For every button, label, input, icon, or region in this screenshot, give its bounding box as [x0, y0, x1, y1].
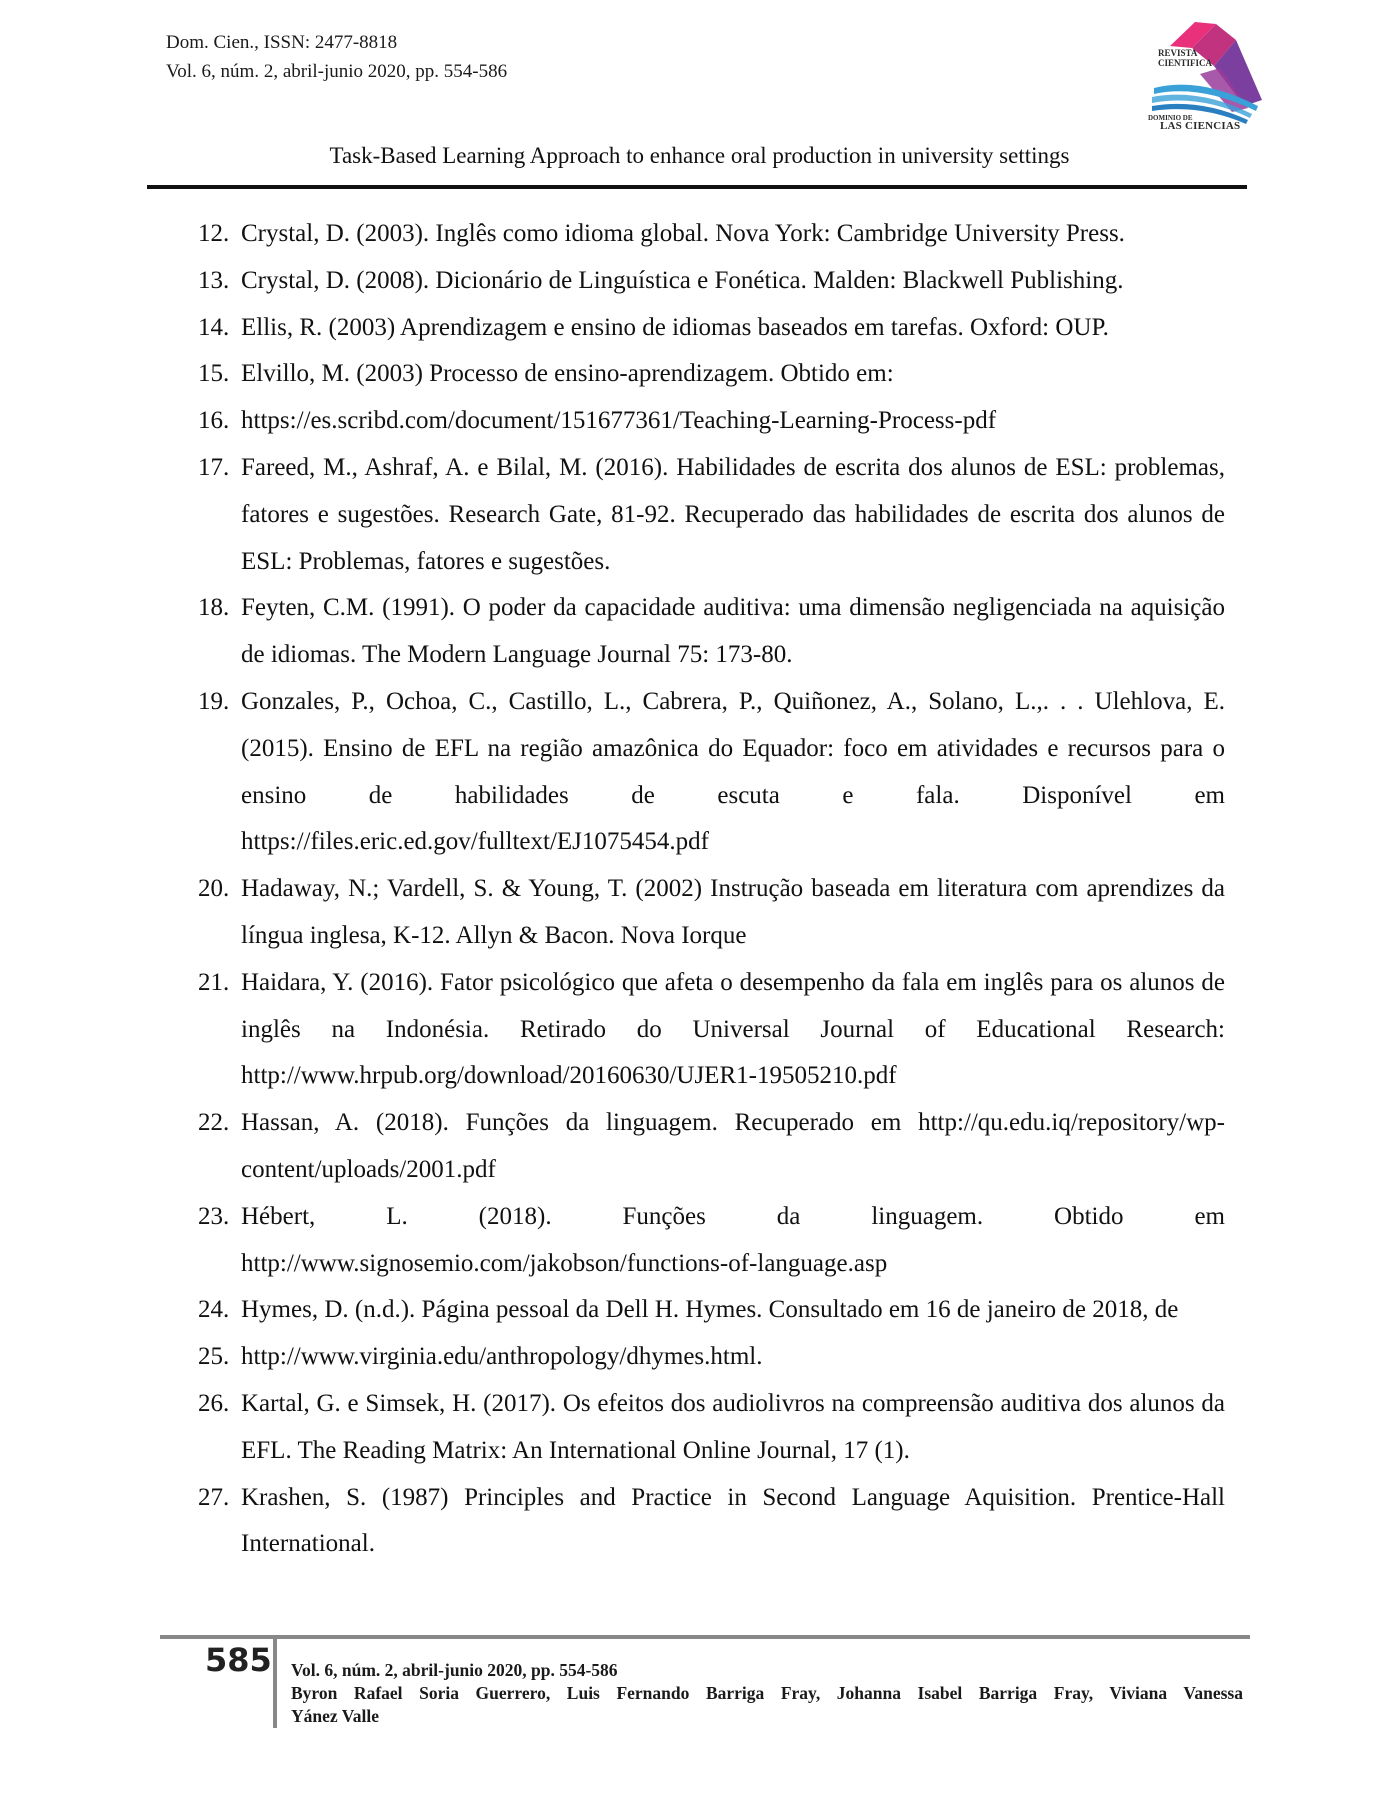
footer-vertical-divider	[273, 1636, 277, 1728]
footer-authors-line1: Byron Rafael Soria Guerrero, Luis Fernando Barriga Fray, Johanna Isabel Barriga Fray, Viviana Vanessa	[291, 1683, 1243, 1703]
reference-item: 12. Crystal, D. (2003). Inglês como idioma global. Nova York: Cambridge University Press.	[198, 220, 1125, 247]
journal-volume: Vol. 6, núm. 2, abril-junio 2020, pp. 554-586	[166, 61, 508, 82]
reference-list	[198, 211, 1225, 1568]
logo-text-revista: REVISTA CIENTIFICA	[1158, 48, 1213, 68]
journal-issn: Dom. Cien., ISSN: 2477-8818	[166, 32, 398, 53]
reference-item: 25. http://www.virginia.edu/anthropology/dhymes.html.	[198, 1343, 763, 1371]
reference-item: 21. Haidara, Y. (2016). Fator psicológico que afeta o desempenho da fala em inglês para os alunos de inglês na Indonésia. Retirado do Universal Journal of Educational Research: http://www.hrpub.org/download/20160630/UJER1-19505210.pdf	[198, 968, 1225, 1090]
reference-item: 18. Feyten, C.M. (1991). O poder da capacidade auditiva: uma dimensão negligenciada na aquisição de idiomas. The Modern Language Journal 75: 173-80.	[198, 594, 1225, 669]
footer-citation	[291, 1659, 1243, 1728]
footer-volume: Vol. 6, núm. 2, abril-junio 2020, pp. 554-586	[291, 1660, 618, 1680]
reference-item: 24. Hymes, D. (n.d.). Página pessoal da Dell H. Hymes. Consultado em 16 de janeiro de 2018, de	[198, 1296, 1179, 1324]
logo-text-las-ciencias: LAS CIENCIAS	[1160, 120, 1241, 132]
logo-text-dominio: DOMINIO DE	[1148, 114, 1193, 122]
running-title: Task-Based Learning Approach to enhance oral production in university settings	[329, 143, 1070, 168]
reference-item: 14. Ellis, R. (2003) Aprendizagem e ensino de idiomas baseados em tarefas. Oxford: OUP.	[198, 313, 1109, 341]
reference-item: 23. Hébert, L. (2018). Funções da linguagem. Obtido em http://www.signosemio.com/jakobson/functions-of-language.asp	[198, 1202, 1225, 1277]
reference-item: 15. Elvillo, M. (2003) Processo de ensino-aprendizagem. Obtido em:	[198, 360, 894, 388]
header-citation	[166, 28, 507, 86]
reference-item: 19. Gonzales, P., Ochoa, C., Castillo, L., Cabrera, P., Quiñonez, A., Solano, L.,. . . Ulehlova, E. (2015). Ensino de EFL na região amazônica do Equador: foco em atividades e recursos para o ensino de habilidades de escuta e fala. Disponível em https://files.eric.ed.gov/fulltext/EJ1075454.pdf	[198, 687, 1225, 856]
reference-item: 13. Crystal, D. (2008). Dicionário de Linguística e Fonética. Malden: Blackwell Publishing.	[198, 266, 1124, 294]
journal-logo	[1140, 18, 1270, 136]
reference-item: 16. https://es.scribd.com/document/151677361/Teaching-Learning-Process-pdf	[198, 407, 997, 435]
page-number: 585	[205, 1641, 272, 1679]
reference-item: 27. Krashen, S. (1987) Principles and Practice in Second Language Aquisition. Prentice-Hall International.	[198, 1483, 1225, 1558]
reference-item: 20. Hadaway, N.; Vardell, S. & Young, T. (2002) Instrução baseada em literatura com aprendizes da língua inglesa, K-12. Allyn & Bacon. Nova Iorque	[198, 875, 1225, 949]
reference-item: 22. Hassan, A. (2018). Funções da linguagem. Recuperado em http://qu.edu.iq/repository/wp-content/uploads/2001.pdf	[198, 1109, 1225, 1183]
header-divider	[147, 185, 1247, 189]
reference-item: 26. Kartal, G. e Simsek, H. (2017). Os efeitos dos audiolivros na compreensão auditiva dos alunos da EFL. The Reading Matrix: An International Online Journal, 17 (1).	[198, 1389, 1225, 1464]
reference-item: 17. Fareed, M., Ashraf, A. e Bilal, M. (2016). Habilidades de escrita dos alunos de ESL: problemas, fatores e sugestões. Research Gate, 81-92. Recuperado das habilidades de escrita dos alunos de ESL: Problemas, fatores e sugestões.	[198, 453, 1225, 575]
footer-authors-line2: Yánez Valle	[291, 1706, 379, 1726]
footer-divider	[160, 1635, 1250, 1639]
